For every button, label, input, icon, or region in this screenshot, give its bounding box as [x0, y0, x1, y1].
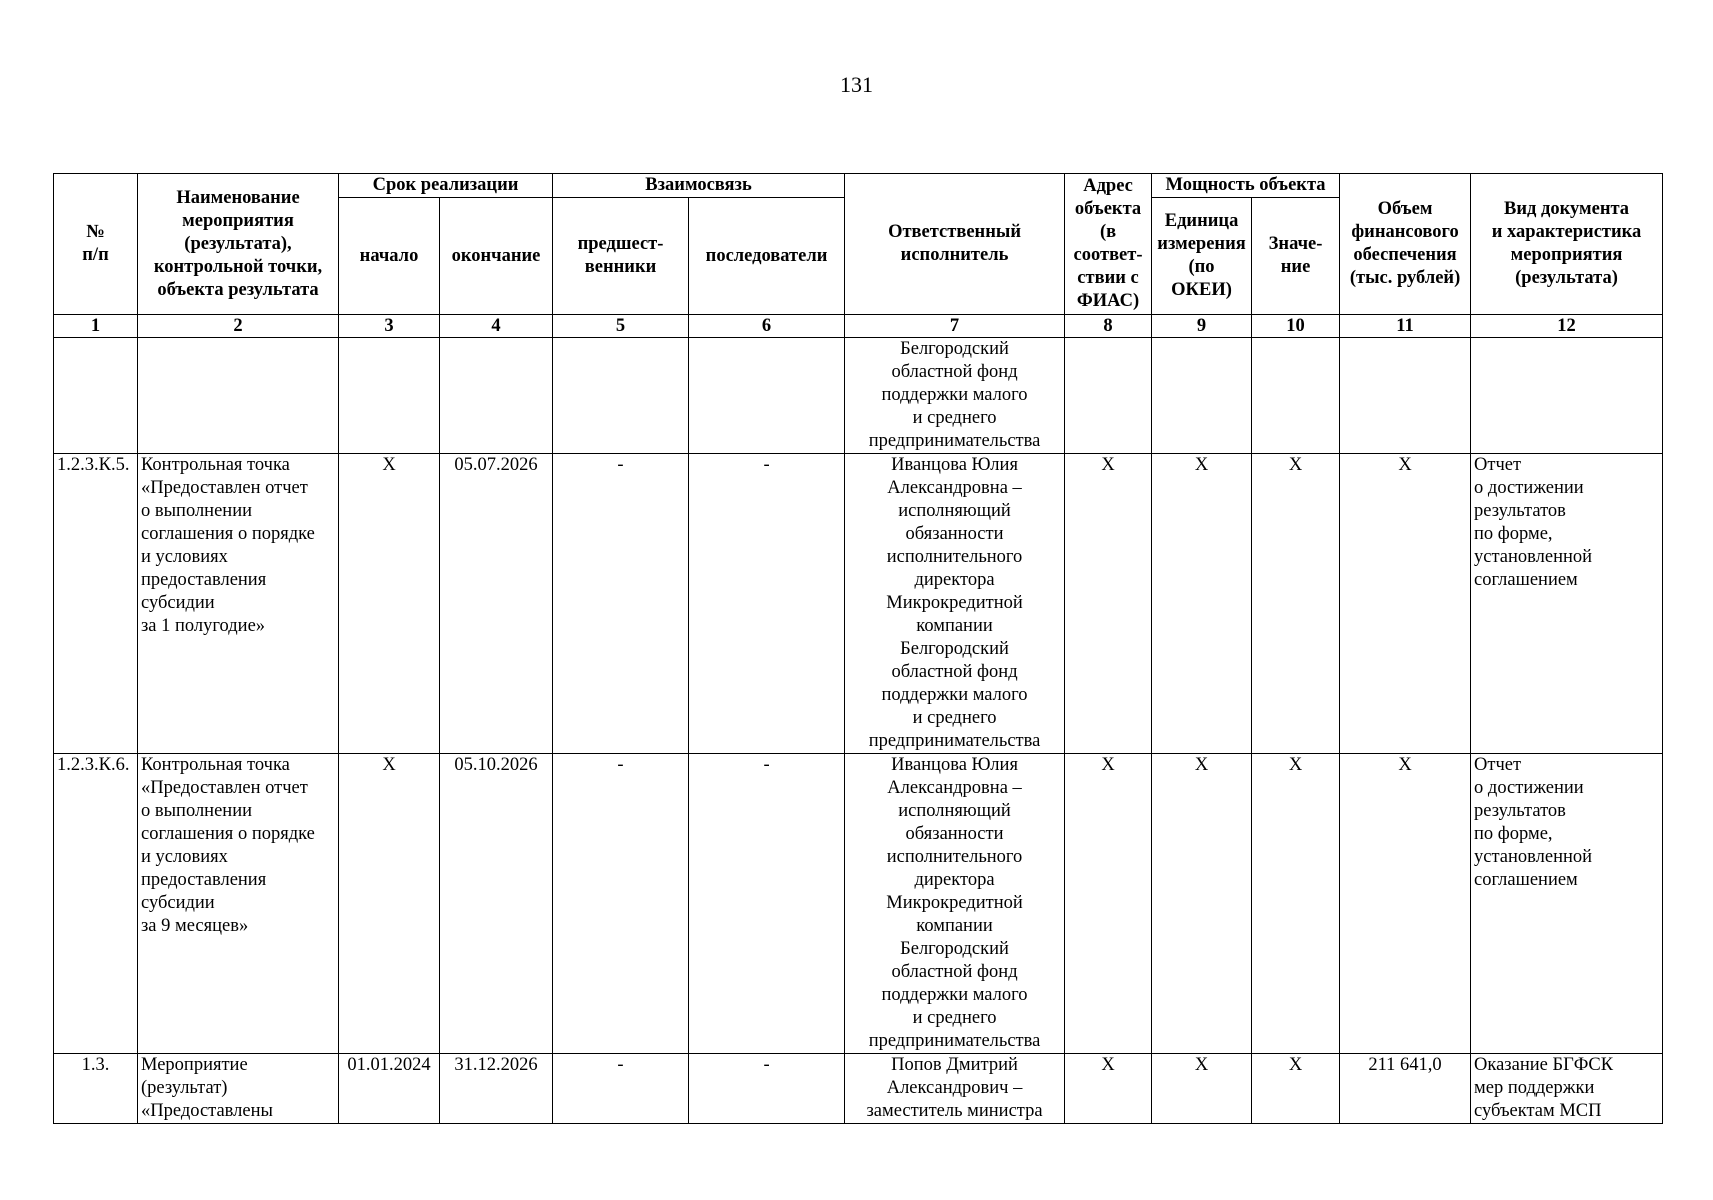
cell-address [1065, 338, 1152, 454]
cell-responsible: Иванцова Юлия Александровна – исполняющий обязанности исполнительного директора Микрокредитной компании Белгородский областной фонд поддержки малого и среднего предпринимательства [845, 754, 1065, 1054]
implementation-plan-table [53, 173, 1663, 1124]
column-number: 7 [845, 315, 1065, 338]
column-number: 6 [689, 315, 845, 338]
cell-responsible: Попов Дмитрий Александрович – заместитель министра [845, 1054, 1065, 1124]
cell-name: Мероприятие (результат) «Предоставлены [138, 1054, 339, 1124]
header-end: окончание [440, 198, 553, 315]
column-number: 2 [138, 315, 339, 338]
page-number: 131 [840, 72, 873, 97]
cell-successors: - [689, 1054, 845, 1124]
cell-value: X [1252, 454, 1340, 754]
cell-start: X [339, 754, 440, 1054]
cell-responsible: Белгородский областной фонд поддержки малого и среднего предпринимательства [845, 338, 1065, 454]
cell-unit: X [1152, 454, 1252, 754]
cell-predecessors: - [553, 1054, 689, 1124]
column-number: 5 [553, 315, 689, 338]
header-start: начало [339, 198, 440, 315]
header-predecessors: предшест- венники [553, 198, 689, 315]
cell-end [440, 338, 553, 454]
cell-finance: 211 641,0 [1340, 1054, 1471, 1124]
cell-value: X [1252, 1054, 1340, 1124]
table-row [54, 454, 1663, 754]
cell-doc-type: Оказание БГФСК мер поддержки субъектам МСП [1471, 1054, 1663, 1124]
cell-finance [1340, 338, 1471, 454]
header-address: Адрес объекта (в соответ- ствии с ФИАС) [1065, 174, 1152, 315]
cell-name [138, 338, 339, 454]
cell-unit: X [1152, 754, 1252, 1054]
table-row-continuation [54, 338, 1663, 454]
cell-start: X [339, 454, 440, 754]
cell-name: Контрольная точка «Предоставлен отчет о выполнении соглашения о порядке и условиях предоставления субсидии за 9 месяцев» [138, 754, 339, 1054]
cell-start [339, 338, 440, 454]
cell-successors: - [689, 754, 845, 1054]
cell-address: X [1065, 454, 1152, 754]
header-finance: Объем финансового обеспечения (тыс. рублей) [1340, 174, 1471, 315]
cell-predecessors: - [553, 754, 689, 1054]
column-number: 4 [440, 315, 553, 338]
column-number: 11 [1340, 315, 1471, 338]
header-unit: Единица измерения (по ОКЕИ) [1152, 198, 1252, 315]
cell-address: X [1065, 1054, 1152, 1124]
cell-predecessors: - [553, 454, 689, 754]
column-number: 10 [1252, 315, 1340, 338]
table-row [54, 754, 1663, 1054]
cell-finance: X [1340, 454, 1471, 754]
cell-end: 05.10.2026 [440, 754, 553, 1054]
cell-predecessors [553, 338, 689, 454]
cell-address: X [1065, 754, 1152, 1054]
header-responsible: Ответственный исполнитель [845, 174, 1065, 315]
column-number-row [54, 315, 1663, 338]
cell-value [1252, 338, 1340, 454]
cell-doc-type: Отчет о достижении результатов по форме, установленной соглашением [1471, 754, 1663, 1054]
cell-responsible: Иванцова Юлия Александровна – исполняющий обязанности исполнительного директора Микрокредитной компании Белгородский областной фонд поддержки малого и среднего предпринимательства [845, 454, 1065, 754]
header-relation: Взаимосвязь [553, 174, 845, 198]
cell-finance: X [1340, 754, 1471, 1054]
cell-end: 31.12.2026 [440, 1054, 553, 1124]
column-number: 8 [1065, 315, 1152, 338]
cell-doc-type: Отчет о достижении результатов по форме, установленной соглашением [1471, 454, 1663, 754]
column-number: 12 [1471, 315, 1663, 338]
cell-unit: X [1152, 1054, 1252, 1124]
cell-num: 1.2.3.К.5. [54, 454, 138, 754]
cell-value: X [1252, 754, 1340, 1054]
cell-doc-type [1471, 338, 1663, 454]
cell-num: 1.2.3.К.6. [54, 754, 138, 1054]
cell-successors: - [689, 454, 845, 754]
cell-num [54, 338, 138, 454]
header-period: Срок реализации [339, 174, 553, 198]
cell-end: 05.07.2026 [440, 454, 553, 754]
header-value: Значе- ние [1252, 198, 1340, 315]
table-header-row [54, 174, 1663, 198]
header-doc-type: Вид документа и характеристика мероприятия (результата) [1471, 174, 1663, 315]
header-num: № п/п [54, 174, 138, 315]
header-capacity: Мощность объекта [1152, 174, 1340, 198]
column-number: 9 [1152, 315, 1252, 338]
table-row [54, 1054, 1663, 1124]
cell-start: 01.01.2024 [339, 1054, 440, 1124]
cell-num: 1.3. [54, 1054, 138, 1124]
column-number: 3 [339, 315, 440, 338]
cell-successors [689, 338, 845, 454]
column-number: 1 [54, 315, 138, 338]
cell-name: Контрольная точка «Предоставлен отчет о выполнении соглашения о порядке и условиях предоставления субсидии за 1 полугодие» [138, 454, 339, 754]
header-name: Наименование мероприятия (результата), контрольной точки, объекта результата [138, 174, 339, 315]
cell-unit [1152, 338, 1252, 454]
header-successors: последователи [689, 198, 845, 315]
